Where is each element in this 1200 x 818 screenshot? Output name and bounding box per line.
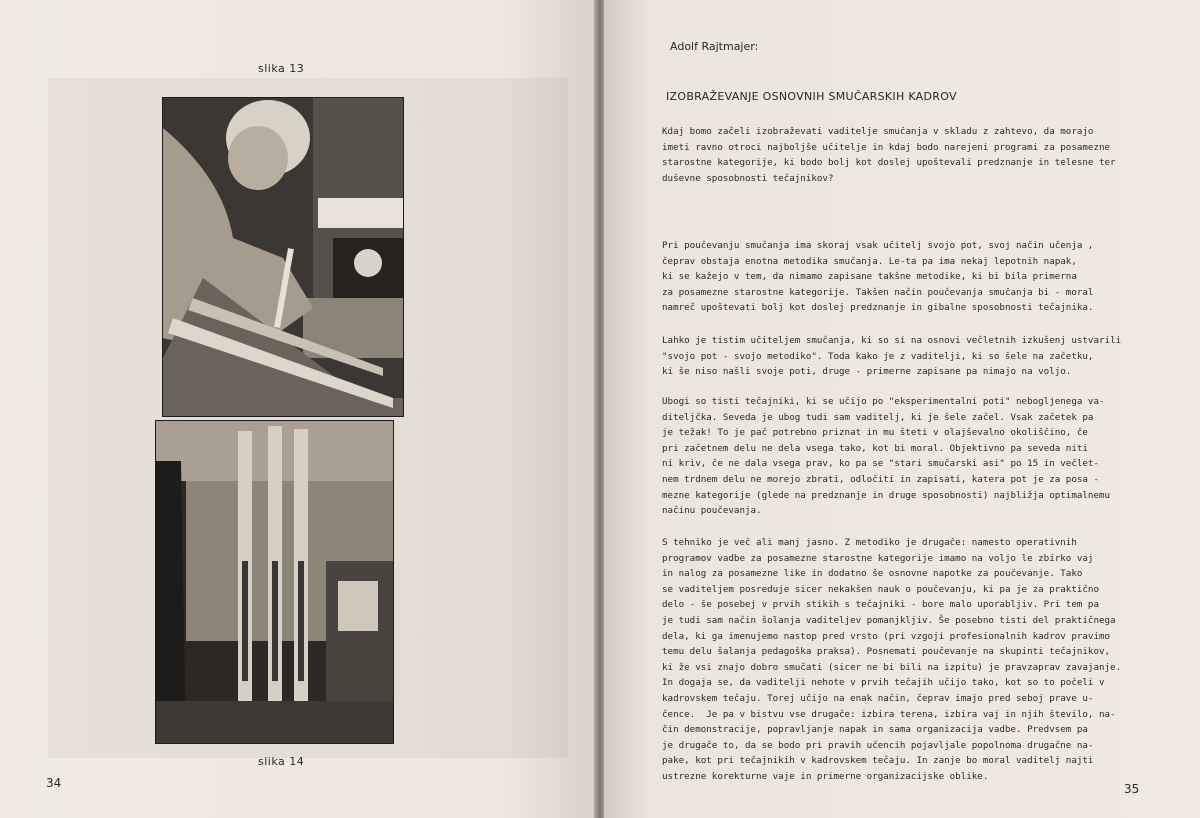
photo-skis-standing-image <box>156 421 393 743</box>
photo-ski-waxing-image <box>163 98 403 416</box>
paragraph: S tehniko je več ali manj jasno. Z metodiko je drugače: namesto operativnih programov vadbe za posamezne starostne kategorije imamo na voljo le zbirko vaj in nalog za posamezne like in dodatno še osnovne napotke za poučevanje. Tako se vaditeljem posreduje sicer nekakšen nauk o poučevanju, ki pa je za praktično delo - še posebej v prvih stikih s tečajniki - bore malo uporabljiv. Pri tem pa je tudi sam način šolanja vaditeljev pomanjkljiv. Še posebno tisti del praktičnega dela, ki ga imenujemo nastop pred vrsto (pri vzgoji profesionalnih kadrov pravimo temu delu šalanja pedagoška praksa). Posnemati poučevanje na skupinti tečajnikov, ki že vsi znajo dobro smučati (sicer ne bi bili na izpitu) je pravzaprav zavajanje. In dogaja se, da vaditelji nehote v prvih tečajih učijo tako, kot so to počeli v kadrovskem tečaju. Torej učijo na enak način, čeprav imajo pred seboj prave u- čence. Je pa v bistvu vse drugače: izbira terena, izbira vaj in njih število, na- čin demonstracije, popravljanje napak in sama organizacija vadbe. Predvsem pa je drugače to, da se bodo pri pravih učencih pojavljale popolnoma drugačne na- pake, kot pri tečajnikih v kadrovskem tečaju. In zanje bo moral vaditelj najti ustrezne korekturne vaje in primerne organizacijske oblike. <box>662 537 1122 782</box>
photo-ski-waxing <box>162 97 404 417</box>
paragraph: Pri poučevanju smučanja ima skoraj vsak učitelj svojo pot, svoj način učenja , čeprav obstaja enotna metodika smučanja. Le-ta pa ima nekaj lepotnih napak, ki se kažejo v tem, da nimamo zapisane takšne metodike, ki bi bila primerna za posamezne starostne kategorije. Takšen način poučevanja smučanja bi - moral namreč upoštevati bolj kot doslej predznanje in gibalne sposobnosti tečajnika. <box>662 240 1094 314</box>
page-number-right: 35 <box>1124 782 1140 796</box>
photo-skis-standing <box>155 420 394 744</box>
left-page <box>0 0 596 818</box>
article-title: IZOBRAŽEVANJE OSNOVNIH SMUČARSKIH KADROV <box>666 90 957 103</box>
paragraph: Lahko je tistim učiteljem smučanja, ki so si na osnovi večletnih izkušenj ustvarili "svojo pot - svojo metodiko". Toda kako je z vaditelji, ki so šele na začetku, ki še niso našli svoje poti, druge - primerne zapisane pa nimajo na voljo. <box>662 335 1122 378</box>
caption-slika-13: slika 13 <box>258 62 305 75</box>
paragraph: Ubogi so tisti tečajniki, ki se učijo po "eksperimentalni poti" neboglјenega va- diteljčka. Seveda je ubog tudi sam vaditelj, ki je šele začel. Vsak začetek pa je težak! To je pač potrebno priznat in mu šteti v olajševalno okoliščino, če pri začetnem delu ne dela vsega tako, kot bi moral. Objektivno pa seveda niti ni kriv, če ne dala vsega prav, ko pa se "stari smučarski asi" po 15 in večlet- nem trdnem delu ne morejo zbrati, odločiti in zapisati, katera pot je za posa - mezne kategorije (glede na predznanje in druge sposobnosti) najbližja optimalnemu načinu poučevanja. <box>662 396 1111 517</box>
paragraph: Kdaj bomo začeli izobraževati vaditelje smučanja v skladu z zahtevo, da morajo imeti ravno otroci najboljše učitelje in kdaj bodo narejeni programi za posamezne starostne kategorije, ki bodo bolj kot doslej upoštevali predznanje in telesne ter duševne sposobnosti tečajnikov? <box>662 126 1116 184</box>
page-number-left: 34 <box>46 776 62 790</box>
author-name: Adolf Rajtmajer: <box>670 40 759 53</box>
caption-slika-14: slika 14 <box>258 755 305 768</box>
right-page <box>604 0 1200 818</box>
